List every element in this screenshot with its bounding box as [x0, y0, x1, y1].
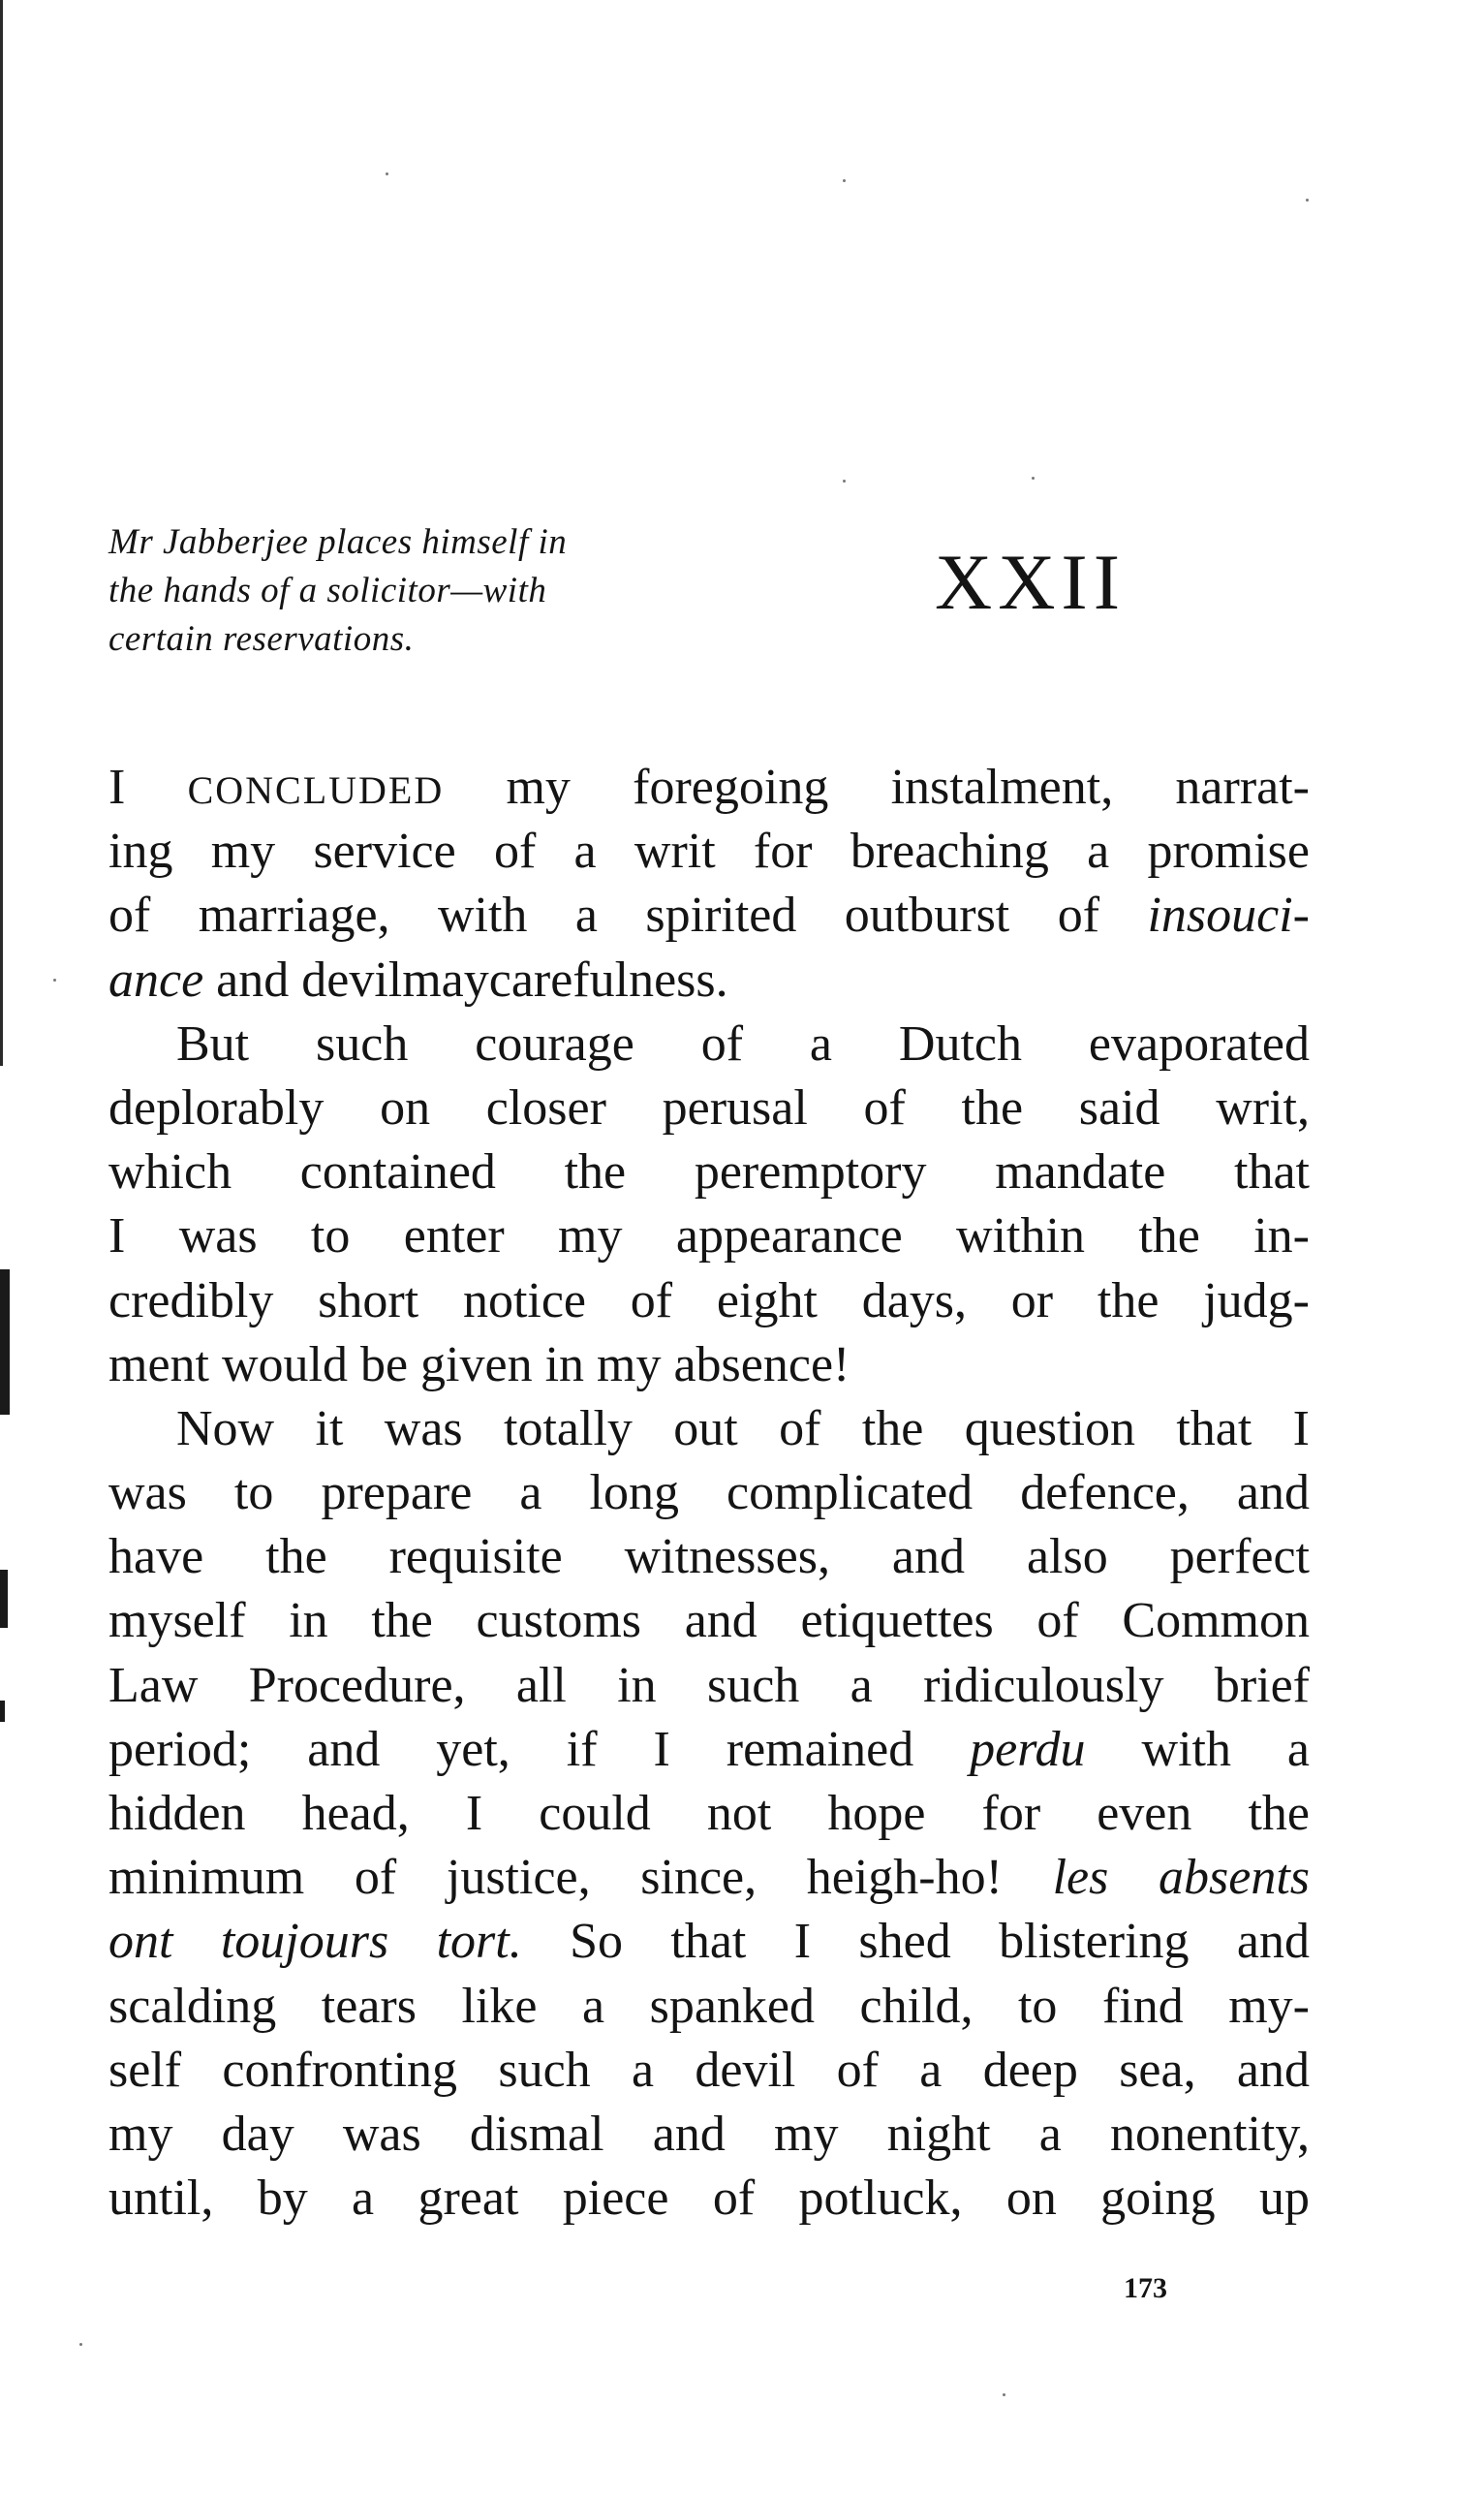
- text-line: ment would be given in my absence!: [108, 1336, 850, 1392]
- italic-phrase: les absents: [1052, 1850, 1310, 1906]
- chapter-number: XXII: [935, 538, 1127, 626]
- scan-edge-line: [0, 0, 3, 1066]
- scan-speck: [1003, 2393, 1005, 2396]
- scan-speck: [1306, 199, 1309, 202]
- text-line: Now it was totally out of the question that I: [176, 1400, 1310, 1456]
- italic-phrase: ont toujours tort.: [108, 1914, 522, 1970]
- sidenote-line: certain reservations.: [108, 619, 415, 659]
- scan-edge-mark: [0, 1701, 5, 1722]
- italic-phrase: ance: [108, 952, 204, 1008]
- italic-phrase: perdu: [970, 1721, 1086, 1777]
- small-caps-word: CONCLUDED: [187, 768, 445, 812]
- scan-speck: [843, 480, 846, 483]
- text-line: Law Procedure, all in such a ridiculously brief: [108, 1657, 1310, 1713]
- text-line: hidden head, I could not hope for even the: [108, 1786, 1310, 1841]
- scan-speck: [53, 979, 56, 982]
- text-line: was to prepare a long complicated defence, and: [108, 1465, 1310, 1521]
- text-line: of marriage, with a spirited outburst of insouci-: [108, 888, 1310, 944]
- text-line: minimum of justice, since, heigh-ho! les absents: [108, 1850, 1310, 1906]
- italic-phrase: insouci-: [1147, 888, 1310, 944]
- text-line: period; and yet, if I remained perdu with a: [108, 1721, 1310, 1777]
- sidenote-line: the hands of a solicitor—with: [108, 571, 547, 610]
- text-line: have the requisite witnesses, and also perfect: [108, 1529, 1310, 1585]
- scan-speck: [79, 2343, 82, 2346]
- sidenote-line: Mr Jabberjee places himself in: [108, 522, 568, 562]
- text-line: ance and devilmaycarefulness.: [108, 952, 728, 1008]
- text-line: I was to enter my appearance within the in-: [108, 1208, 1310, 1265]
- text-line: myself in the customs and etiquettes of Common: [108, 1593, 1310, 1649]
- text-line: ing my service of a writ for breaching a promise: [108, 824, 1310, 880]
- scan-edge-mark: [0, 1570, 8, 1628]
- text-line: credibly short notice of eight days, or the judg-: [108, 1272, 1310, 1328]
- scan-edge-mark: [0, 1269, 10, 1415]
- scan-speck: [843, 179, 846, 182]
- text-line: scalding tears like a spanked child, to find my-: [108, 1978, 1310, 2034]
- text-line: ont toujours tort. So that I shed blistering and: [108, 1914, 1310, 1970]
- text-line: deplorably on closer perusal of the said writ,: [108, 1079, 1310, 1136]
- chapter-sidenote: [108, 518, 728, 664]
- page-number: 173: [1124, 2272, 1167, 2304]
- text-line: But such courage of a Dutch evaporated: [176, 1015, 1310, 1072]
- text-line: which contained the peremptory mandate that: [108, 1144, 1310, 1201]
- text-line: my day was dismal and my night a nonentity,: [108, 2106, 1310, 2162]
- text-line: self confronting such a devil of a deep sea, and: [108, 2042, 1310, 2098]
- body-text: [108, 756, 1310, 2231]
- text-line: I CONCLUDED my foregoing instalment, narrat-: [108, 760, 1310, 815]
- text-line: until, by a great piece of potluck, on going up: [108, 2170, 1310, 2227]
- scan-speck: [1032, 477, 1035, 480]
- scan-speck: [386, 172, 388, 175]
